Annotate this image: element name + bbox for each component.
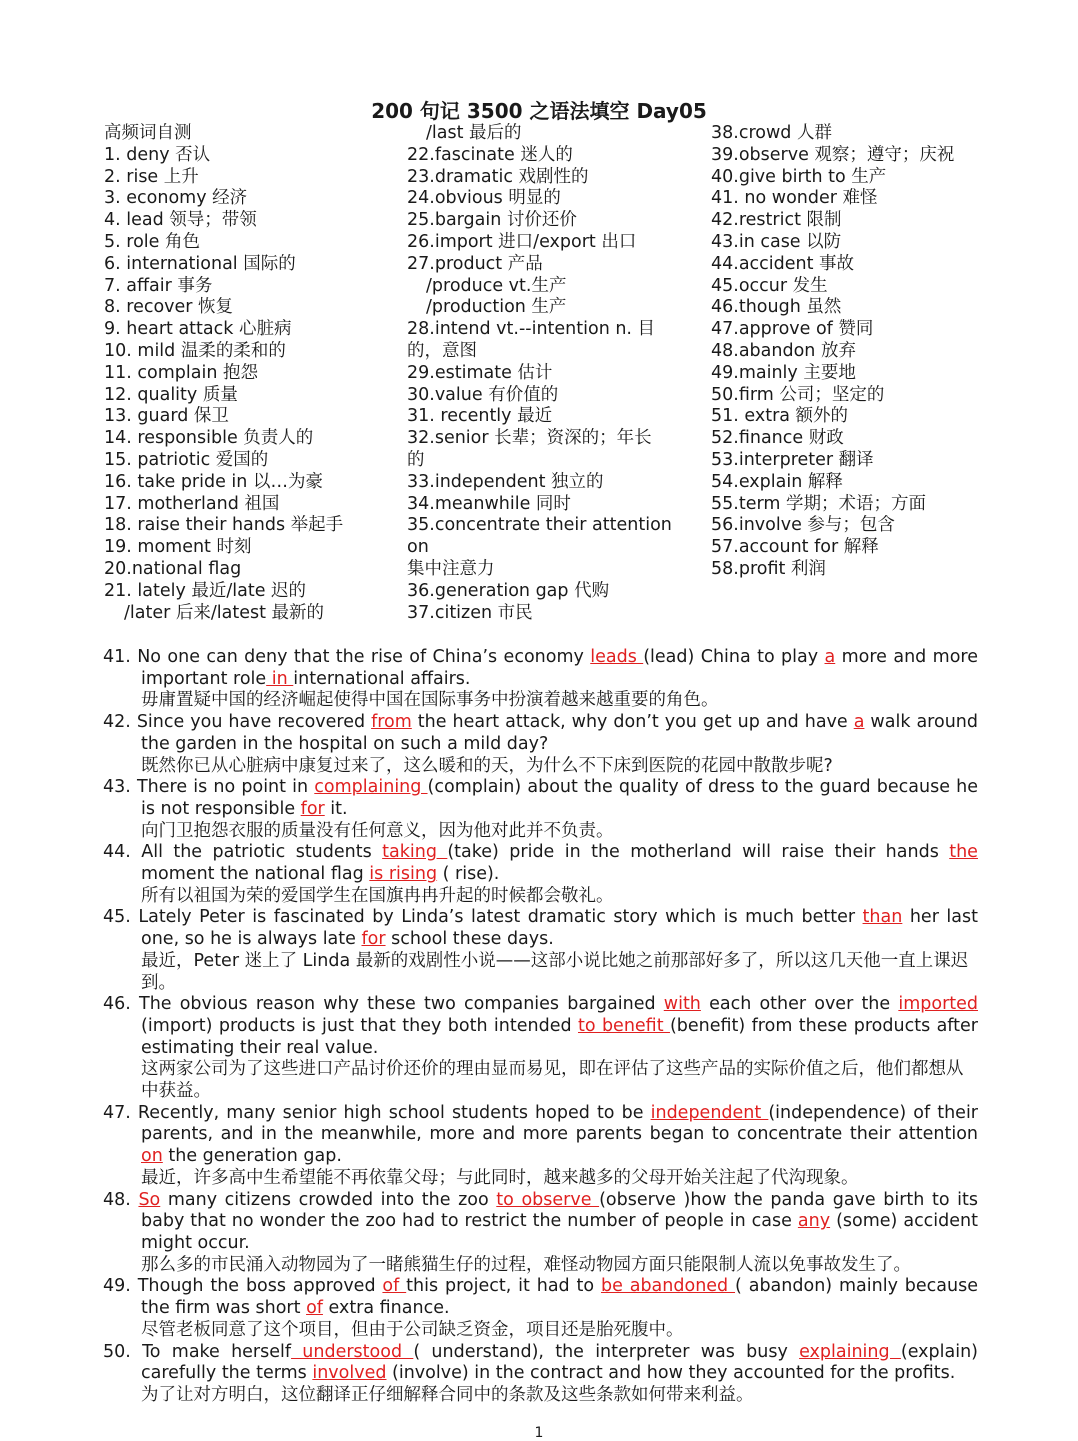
chinese-translation: 向门卫抱怨衣服的质量没有任何意义，因为他对此并不负责。 (141, 820, 614, 841)
sentence-text: this project, it had to (406, 1276, 601, 1297)
vocab-item: 35.concentrate their attention (407, 515, 672, 536)
answer-blank: imported (898, 994, 978, 1015)
vocab-item: 26.import 进口/export 出口 (407, 231, 637, 252)
chinese-translation: 既然你已从心脏病中康复过来了，这么暖和的天，为什么不下床到医院的花园中散散步呢? (141, 755, 833, 776)
answer-blank: understood (291, 1341, 414, 1362)
sentence-text: 44. All the patriotic students (103, 842, 383, 863)
sentence-text: ( understand), the interpreter was busy (413, 1341, 800, 1362)
answer-blank: with (663, 994, 701, 1015)
vocab-item: 5. role 角色 (104, 231, 200, 252)
english-sentence (103, 777, 978, 820)
vocab-item: 22.fascinate 迷人的 (407, 144, 573, 165)
page-title: 200 句记 3500 之语法填空 Day05 (371, 99, 707, 123)
vocab-item: 1. deny 否认 (104, 144, 211, 165)
answer-blank: involved (312, 1363, 387, 1384)
sentence-text: (take) pride in the motherland will raise their hands (447, 842, 950, 863)
answer-blank: in (266, 668, 294, 689)
vocab-item: 57.account for 解释 (711, 537, 879, 558)
english-sentence (103, 1103, 978, 1168)
sentence-item (103, 907, 978, 994)
vocab-item: 2. rise 上升 (104, 166, 199, 187)
answer-blank: to observe (496, 1189, 600, 1210)
vocab-item: 55.term 学期；术语；方面 (711, 493, 926, 514)
sentence-text: school these days. (385, 929, 554, 950)
sentence-text: 47. Recently, many senior high school students hoped to be (103, 1102, 651, 1123)
vocab-item: 10. mild 温柔的柔和的 (104, 340, 286, 361)
vocab-item: 3. economy 经济 (104, 188, 248, 209)
sentence-text: many citizens crowded into the zoo (160, 1189, 497, 1210)
answer-blank: for (300, 798, 325, 819)
vocab-item: 11. complain 抱怨 (104, 362, 258, 383)
sentence-text: walk around the garden in the hospital on such a mild day? (141, 712, 978, 754)
sentence-text: ( abandon) mainly because the firm was short (141, 1276, 978, 1319)
vocab-item: 14. responsible 负责人的 (104, 428, 314, 449)
english-sentence (103, 647, 978, 690)
sentence-item (103, 994, 978, 1103)
answer-blank: explaining (799, 1341, 901, 1362)
vocab-item: 18. raise their hands 举起手 (104, 515, 344, 536)
sentence-text: international affairs. (293, 668, 471, 689)
sentence-text: (benefit) from these products after estimating their real value. (141, 1015, 978, 1058)
english-sentence (103, 1342, 978, 1385)
answer-blank: than (862, 907, 903, 928)
vocab-item: 38.crowd 人群 (711, 123, 832, 143)
sentence-text: (explain) carefully the terms (141, 1341, 979, 1384)
vocab-item: 16. take pride in 以…为豪 (104, 471, 323, 492)
vocab-item: 49.mainly 主要地 (711, 362, 856, 383)
english-sentence (103, 712, 978, 755)
vocab-item: /last 最后的 (426, 123, 522, 143)
sentence-item (103, 842, 978, 907)
sentence-item (103, 647, 978, 712)
vocab-item: 4. lead 领导；带领 (104, 210, 257, 231)
answer-blank: from (371, 712, 412, 733)
vocab-item: 31. recently 最近 (407, 406, 553, 427)
vocab-item: 15. patriotic 爱国的 (104, 449, 269, 470)
vocab-item: 8. recover 恢复 (104, 297, 234, 318)
vocab-item: 36.generation gap 代购 (407, 580, 610, 601)
vocab-item: 58.profit 利润 (711, 558, 826, 579)
vocab-item: 51. extra 额外的 (711, 406, 849, 427)
sentence-item (103, 1342, 978, 1407)
vocab-item: 28.intend vt.--intention n. 目 (407, 319, 656, 340)
sentence-text: extra finance. (322, 1298, 450, 1319)
sentence-text: (observe )how the panda gave birth to its baby that no wonder the zoo had to restrict the number of people in case (141, 1189, 978, 1232)
answer-blank: taking (382, 842, 448, 863)
vocab-item: 集中注意力 (407, 558, 495, 579)
sentence-text: it. (324, 798, 348, 819)
vocab-item: /later 后来/latest 最新的 (124, 602, 325, 623)
sentence-text: 41. No one can deny that the rise of China’s economy (103, 647, 591, 667)
chinese-translation: 这两家公司为了这些进口产品讨价还价的理由显而易见，即在评估了这些产品的实际价值之后，他们都想从中获益。 (141, 1059, 964, 1102)
chinese-translation: 最近，许多高中生希望能不再依靠父母；与此同时，越来越多的父母开始关注起了代沟现象。 (141, 1167, 859, 1188)
sentence-list (103, 647, 978, 1407)
vocab-item: 40.give birth to 生产 (711, 166, 887, 187)
answer-blank: a (853, 712, 865, 733)
vocab-item: 13. guard 保卫 (104, 406, 229, 427)
vocab-column-1 (104, 123, 394, 624)
sentence-text: ( rise). (437, 864, 500, 885)
chinese-translation: 所有以祖国为荣的爱国学生在国旗冉冉升起的时候都会敬礼。 (141, 885, 614, 906)
vocab-item: 24.obvious 明显的 (407, 188, 561, 209)
english-sentence (103, 1276, 978, 1319)
answer-blank: leads (590, 647, 644, 667)
vocab-item: 21. lately 最近/late 迟的 (104, 580, 307, 601)
chinese-translation: 尽管老板同意了这个项目，但由于公司缺乏资金，项目还是胎死腹中。 (141, 1319, 684, 1340)
section-heading: 高频词自测 (104, 123, 192, 143)
sentence-text: (complain) about the quality of dress to the guard because he is not responsible (141, 777, 978, 819)
vocab-item: 27.product 产品 (407, 253, 543, 274)
sentence-text: (involve) in the contract and how they accounted for the profits. (386, 1363, 956, 1384)
chinese-translation: 毋庸置疑中国的经济崛起使得中国在国际事务中扮演着越来越重要的角色。 (141, 690, 719, 711)
vocab-item: 的，意图 (407, 340, 477, 361)
sentence-text: 43. There is no point in (103, 777, 315, 798)
sentence-text: 45. Lately Peter is fascinated by Linda’s latest dramatic story which is much better (103, 907, 863, 928)
vocab-item: 45.occur 发生 (711, 275, 828, 296)
sentence-text: moment the national flag (141, 864, 370, 885)
vocab-item: on (407, 537, 429, 558)
sentence-text: 48. (103, 1189, 139, 1210)
page-number: 1 (534, 1425, 544, 1441)
sentence-text: (some) accident might occur. (141, 1211, 978, 1253)
sentence-text: the generation gap. (162, 1146, 342, 1167)
vocab-item: 56.involve 参与；包含 (711, 515, 895, 536)
vocab-item: 53.interpreter 翻译 (711, 449, 874, 470)
vocab-item: 9. heart attack 心脏病 (104, 319, 292, 340)
answer-blank: of (382, 1276, 407, 1297)
vocab-column-3 (711, 123, 1001, 581)
sentence-text: each other over the (700, 994, 899, 1015)
answer-blank: any (797, 1211, 831, 1232)
answer-blank: independent (650, 1102, 769, 1123)
sentence-text: more and more important role (141, 647, 978, 689)
vocab-item: 25.bargain 讨价还价 (407, 210, 577, 231)
sentence-text: 46. The obvious reason why these two companies bargained (103, 994, 664, 1015)
vocab-item: 的 (407, 449, 425, 470)
english-sentence (103, 994, 978, 1059)
answer-blank: of (306, 1298, 323, 1319)
vocab-item: 32.senior 长辈；资深的；年长 (407, 428, 652, 449)
chinese-translation: 为了让对方明白，这位翻译正仔细解释合同中的条款及这些条款如何带来利益。 (141, 1384, 754, 1405)
vocab-item: 6. international 国际的 (104, 253, 296, 274)
vocab-item: 20.national flag (104, 558, 242, 579)
sentence-text: 42. Since you have recovered (103, 712, 372, 733)
vocab-item: 52.finance 财政 (711, 428, 844, 449)
vocab-item: 50.firm 公司；坚定的 (711, 384, 885, 405)
answer-blank: is rising (369, 864, 438, 885)
vocab-item: /produce vt.生产 (426, 275, 567, 296)
sentence-item (103, 1190, 978, 1277)
vocab-item: 23.dramatic 戏剧性的 (407, 166, 589, 187)
vocab-column-2 (407, 123, 697, 624)
sentence-item (103, 1103, 978, 1190)
sentence-text: (import) products is just that they both intended (141, 1015, 578, 1036)
sentence-text: the heart attack, why don’t you get up and have (411, 712, 854, 733)
vocab-item: 41. no wonder 难怪 (711, 188, 878, 209)
vocab-item: /production 生产 (426, 297, 567, 318)
answer-blank: be abandoned (600, 1276, 736, 1297)
vocab-item: 46.though 虽然 (711, 297, 842, 318)
answer-blank: to benefit (577, 1015, 670, 1036)
vocab-item: 7. affair 事务 (104, 275, 213, 296)
vocab-item: 33.independent 独立的 (407, 471, 604, 492)
answer-blank: the (949, 842, 978, 863)
vocab-item: 29.estimate 估计 (407, 362, 553, 383)
vocab-item: 48.abandon 放弃 (711, 340, 856, 361)
sentence-text: her last one, so he is always late (141, 907, 978, 950)
sentence-text: 50. To make herself (103, 1341, 292, 1362)
answer-blank: complaining (314, 777, 428, 798)
vocab-item: 37.citizen 市民 (407, 602, 533, 623)
english-sentence (103, 1190, 978, 1255)
sentence-text: (lead) China to play (643, 647, 825, 667)
sentence-text: 49. Though the boss approved (103, 1276, 383, 1297)
vocab-item: 34.meanwhile 同时 (407, 493, 571, 514)
english-sentence (103, 907, 978, 950)
vocab-item: 42.restrict 限制 (711, 210, 842, 231)
vocab-item: 19. moment 时刻 (104, 537, 252, 558)
vocab-item: 17. motherland 祖国 (104, 493, 280, 514)
answer-blank: for (361, 929, 386, 950)
sentence-item (103, 777, 978, 842)
vocab-item: 30.value 有价值的 (407, 384, 559, 405)
chinese-translation: 那么多的市民涌入动物园为了一睹熊猫生仔的过程，难怪动物园方面只能限制人流以免事故发生了。 (141, 1254, 911, 1275)
vocab-item: 47.approve of 赞同 (711, 319, 874, 340)
vocab-item: 43.in case 以防 (711, 231, 842, 252)
sentence-item (103, 1276, 978, 1341)
sentence-text: (independence) of their parents, and in the meanwhile, more and more parents began to concentrate their attention (141, 1102, 979, 1145)
vocab-item: 54.explain 解释 (711, 471, 843, 492)
vocab-item: 39.observe 观察；遵守；庆祝 (711, 144, 955, 165)
chinese-translation: 最近，Peter 迷上了 Linda 最新的戏剧性小说——这部小说比她之前那部好多了，所以这几天他一直上课迟到。 (141, 950, 969, 993)
answer-blank: a (824, 647, 836, 667)
answer-blank: on (141, 1146, 163, 1167)
english-sentence (103, 842, 978, 885)
vocab-item: 12. quality 质量 (104, 384, 238, 405)
vocab-item: 44.accident 事故 (711, 253, 855, 274)
answer-blank: So (138, 1189, 161, 1210)
sentence-item (103, 712, 978, 777)
